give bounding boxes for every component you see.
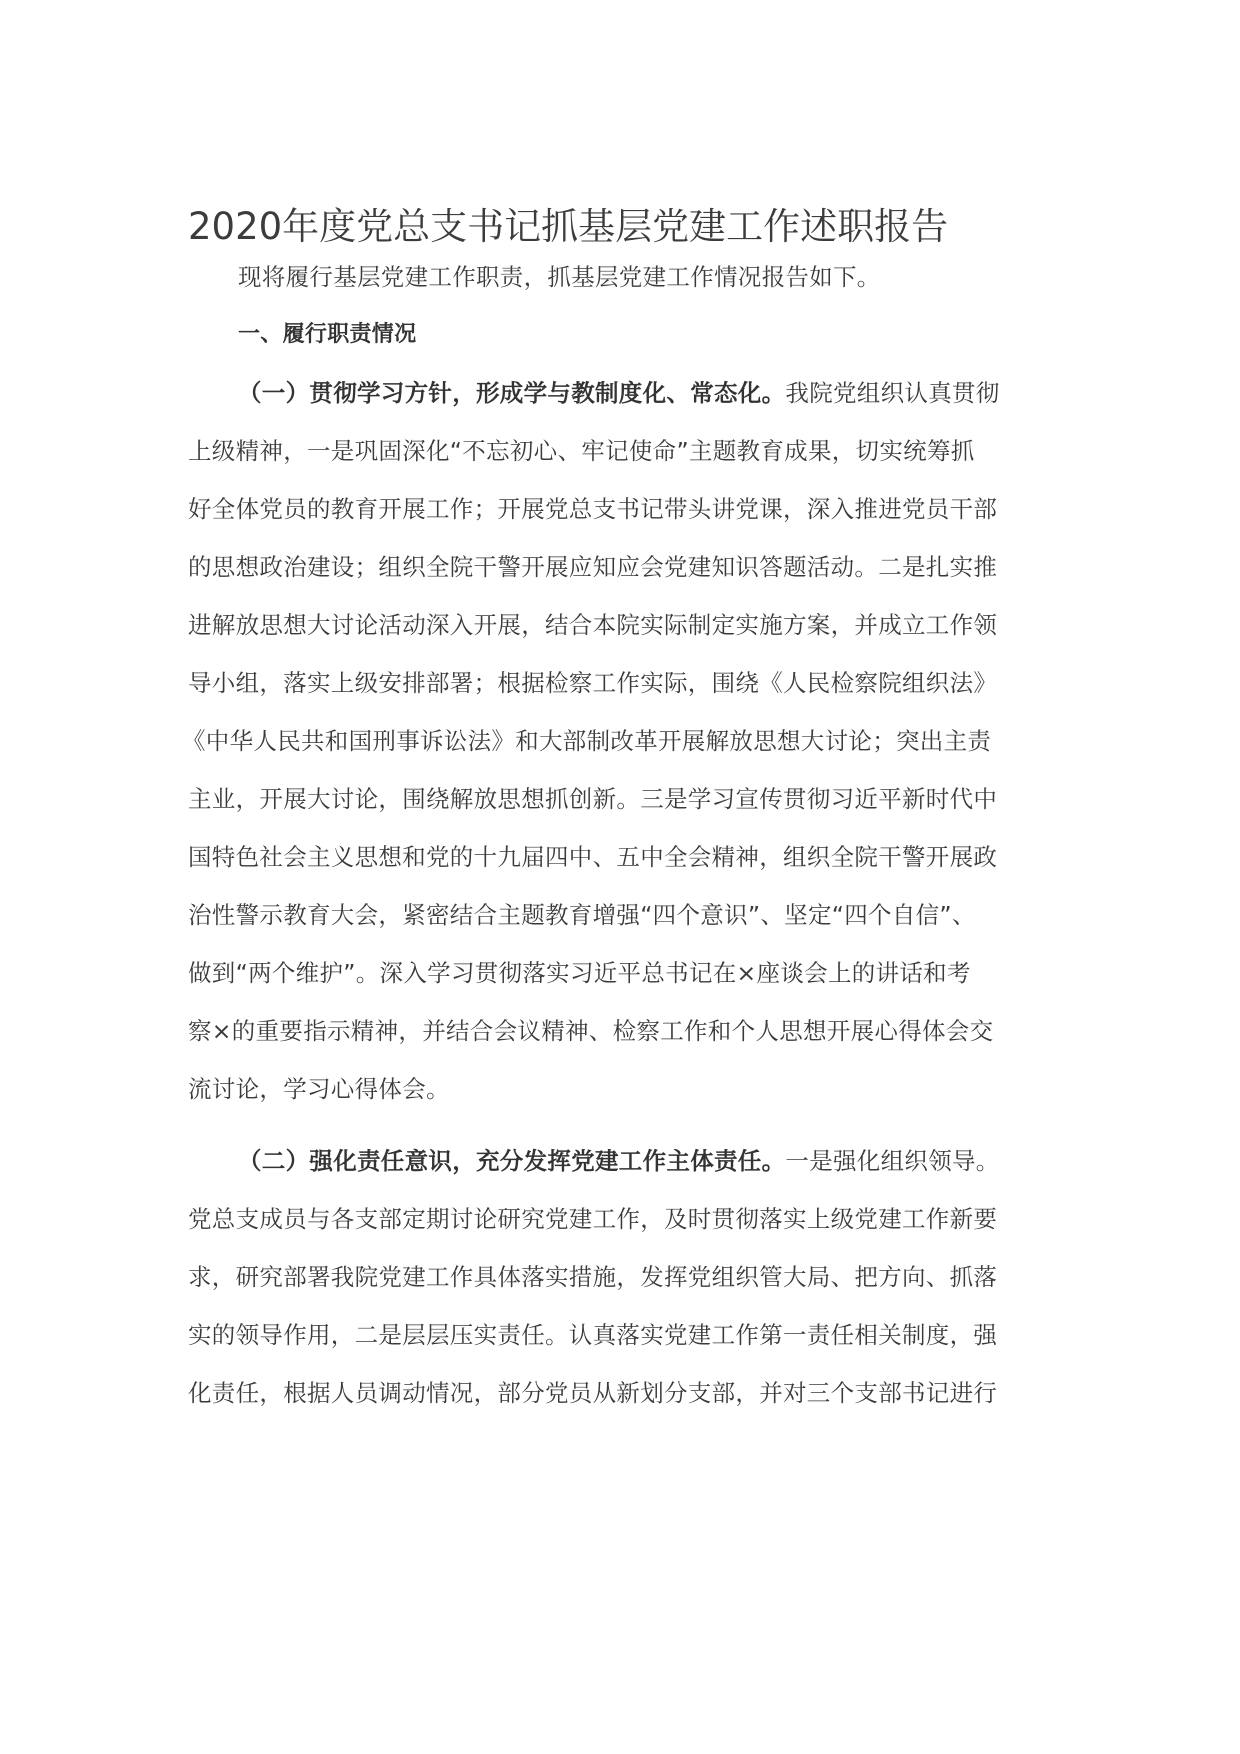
subsection-1-first-line (238, 376, 1000, 410)
intro-paragraph: 现将履行基层党建工作职责，抓基层党建工作情况报告如下。 (238, 263, 881, 291)
paragraph-line: 主业，开展大讨论，围绕解放思想抓创新。三是学习宣传贯彻习近平新时代中 (188, 785, 998, 813)
document-title: 2020年度党总支书记抓基层党建工作述职报告 (188, 205, 949, 248)
paragraph-line: 党总支成员与各支部定期讨论研究党建工作，及时贯彻落实上级党建工作新要 (188, 1205, 998, 1233)
paragraph-line: 《中华人民共和国刑事诉讼法》和大部制改革开展解放思想大讨论；突出主责 (182, 727, 992, 755)
paragraph-line: 的思想政治建设；组织全院干警开展应知应会党建知识答题活动。二是扎实推 (188, 553, 998, 581)
paragraph-line: 进解放思想大讨论活动深入开展，结合本院实际制定实施方案，并成立工作领 (188, 611, 998, 639)
paragraph-line: 国特色社会主义思想和党的十九届四中、五中全会精神，组织全院干警开展政 (188, 843, 998, 871)
paragraph-line: 察×的重要指示精神，并结合会议精神、检察工作和个人思想开展心得体会交 (188, 1017, 994, 1045)
paragraph-text: 一是强化组织领导。 (785, 1147, 1000, 1175)
paragraph-line: 流讨论，学习心得体会。 (188, 1075, 450, 1103)
subsection-2-lead: （二）强化责任意识，充分发挥党建工作主体责任。 (238, 1147, 786, 1175)
paragraph-line: 实的领导作用，二是层层压实责任。认真落实党建工作第一责任相关制度，强 (188, 1321, 998, 1349)
paragraph-line: 上级精神，一是巩固深化“不忘初心、牢记使命”主题教育成果，切实统筹抓 (188, 437, 975, 465)
paragraph-line: 做到“两个维护”。深入学习贯彻落实习近平总书记在×座谈会上的讲话和考 (188, 959, 971, 987)
paragraph-line: 求，研究部署我院党建工作具体落实措施，发挥党组织管大局、把方向、抓落 (188, 1263, 998, 1291)
section-heading-1: 一、履行职责情况 (238, 322, 417, 347)
paragraph-line: 化责任，根据人员调动情况，部分党员从新划分支部，并对三个支部书记进行 (188, 1379, 998, 1407)
subsection-2-first-line (238, 1144, 1000, 1178)
paragraph-text: 我院党组织认真贯彻 (785, 379, 1000, 407)
paragraph-line: 好全体党员的教育开展工作；开展党总支书记带头讲党课，深入推进党员干部 (188, 495, 998, 523)
paragraph-line: 治性警示教育大会，紧密结合主题教育增强“四个意识”、坚定“四个自信”、 (188, 901, 976, 929)
paragraph-line: 导小组，落实上级安排部署；根据检察工作实际，围绕《人民检察院组织法》 (188, 669, 998, 697)
subsection-1-lead: （一）贯彻学习方针，形成学与教制度化、常态化。 (238, 379, 786, 407)
